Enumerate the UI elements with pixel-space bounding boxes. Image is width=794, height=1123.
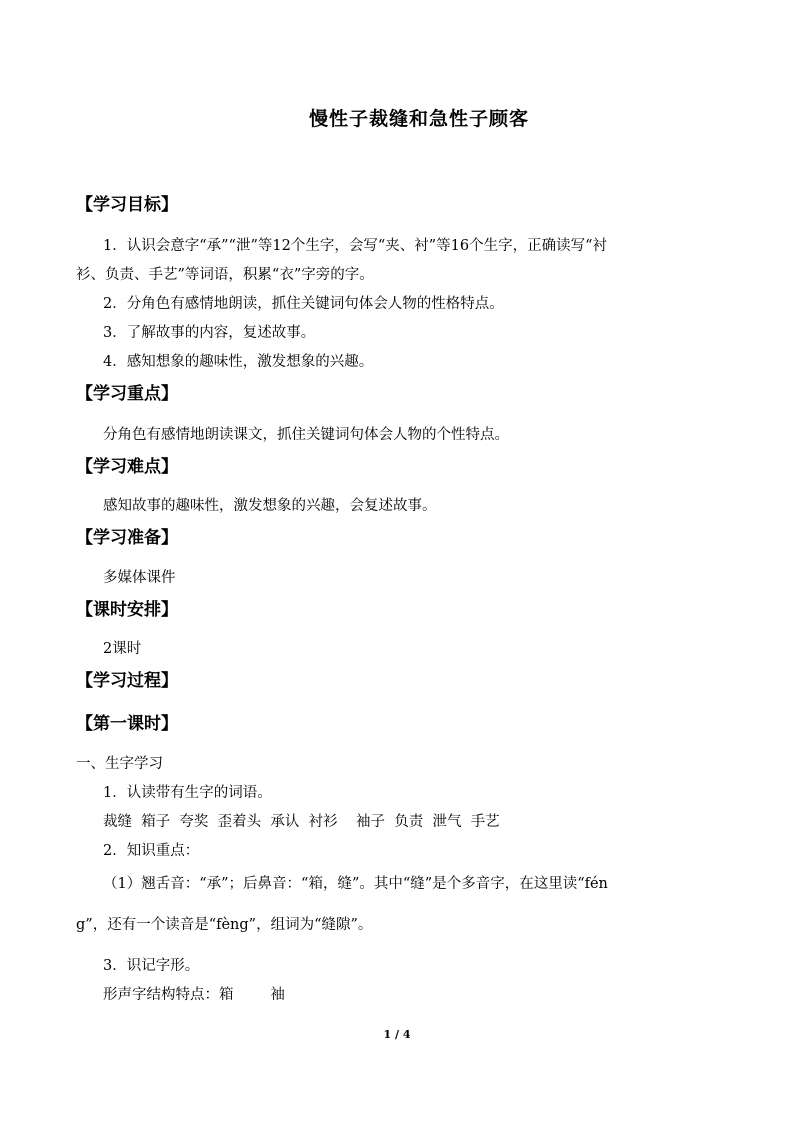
lesson1-heading: 【第一课时】 <box>76 714 178 734</box>
goal-line-1: 1．认识会意字“承”“泄”等12个生字，会写“夹、衬”等16个生字，正确读写“衬 <box>103 238 608 254</box>
goal-line-2: 衫、负责、手艺”等词语，积累“衣”字旁的字。 <box>76 267 374 283</box>
process-heading: 【学习过程】 <box>76 671 178 691</box>
goal-line-3: 2．分角色有感情地朗读，抓住关键词句体会人物的性格特点。 <box>103 296 504 312</box>
difficulty-text: 感知故事的趣味性，激发想象的兴趣，会复述故事。 <box>103 498 437 514</box>
focus-heading: 【学习重点】 <box>76 384 178 404</box>
point1-line1: （1）翘舌音：“承”；后鼻音：“箱，缝”。其中“缝”是个多音字，在这里读“fén <box>103 876 608 892</box>
goal-line-5: 4．感知想象的趣味性，激发想象的兴趣。 <box>103 354 374 370</box>
item1-text: 1．认读带有生字的词语。 <box>103 785 272 801</box>
goal-line-4: 3．了解故事的内容，复述故事。 <box>103 325 316 341</box>
schedule-text: 2课时 <box>103 641 142 657</box>
item2-text: 2．知识重点： <box>103 843 200 859</box>
item3-text: 3．识记字形。 <box>103 958 200 974</box>
item3-detail: 形声字结构特点：箱 袖 <box>103 987 285 1003</box>
vocabulary-list: 裁缝 箱子 夸奖 歪着头 承认 衬衫 袖子 负责 泄气 手艺 <box>103 814 500 830</box>
page-number: 1 / 4 <box>383 1028 411 1041</box>
goals-heading: 【学习目标】 <box>76 195 178 215</box>
difficulty-heading: 【学习难点】 <box>76 457 178 477</box>
focus-text: 分角色有感情地朗读课文，抓住关键词句体会人物的个性特点。 <box>103 427 509 443</box>
document-title: 慢性子裁缝和急性子顾客 <box>308 108 529 130</box>
preparation-text: 多媒体课件 <box>103 570 176 586</box>
schedule-heading: 【课时安排】 <box>76 600 178 620</box>
point1-line2: g”，还有一个读音是“fèng”，组词为“缝隙”。 <box>76 917 373 933</box>
part1-title: 一、生字学习 <box>76 756 163 772</box>
preparation-heading: 【学习准备】 <box>76 528 178 548</box>
